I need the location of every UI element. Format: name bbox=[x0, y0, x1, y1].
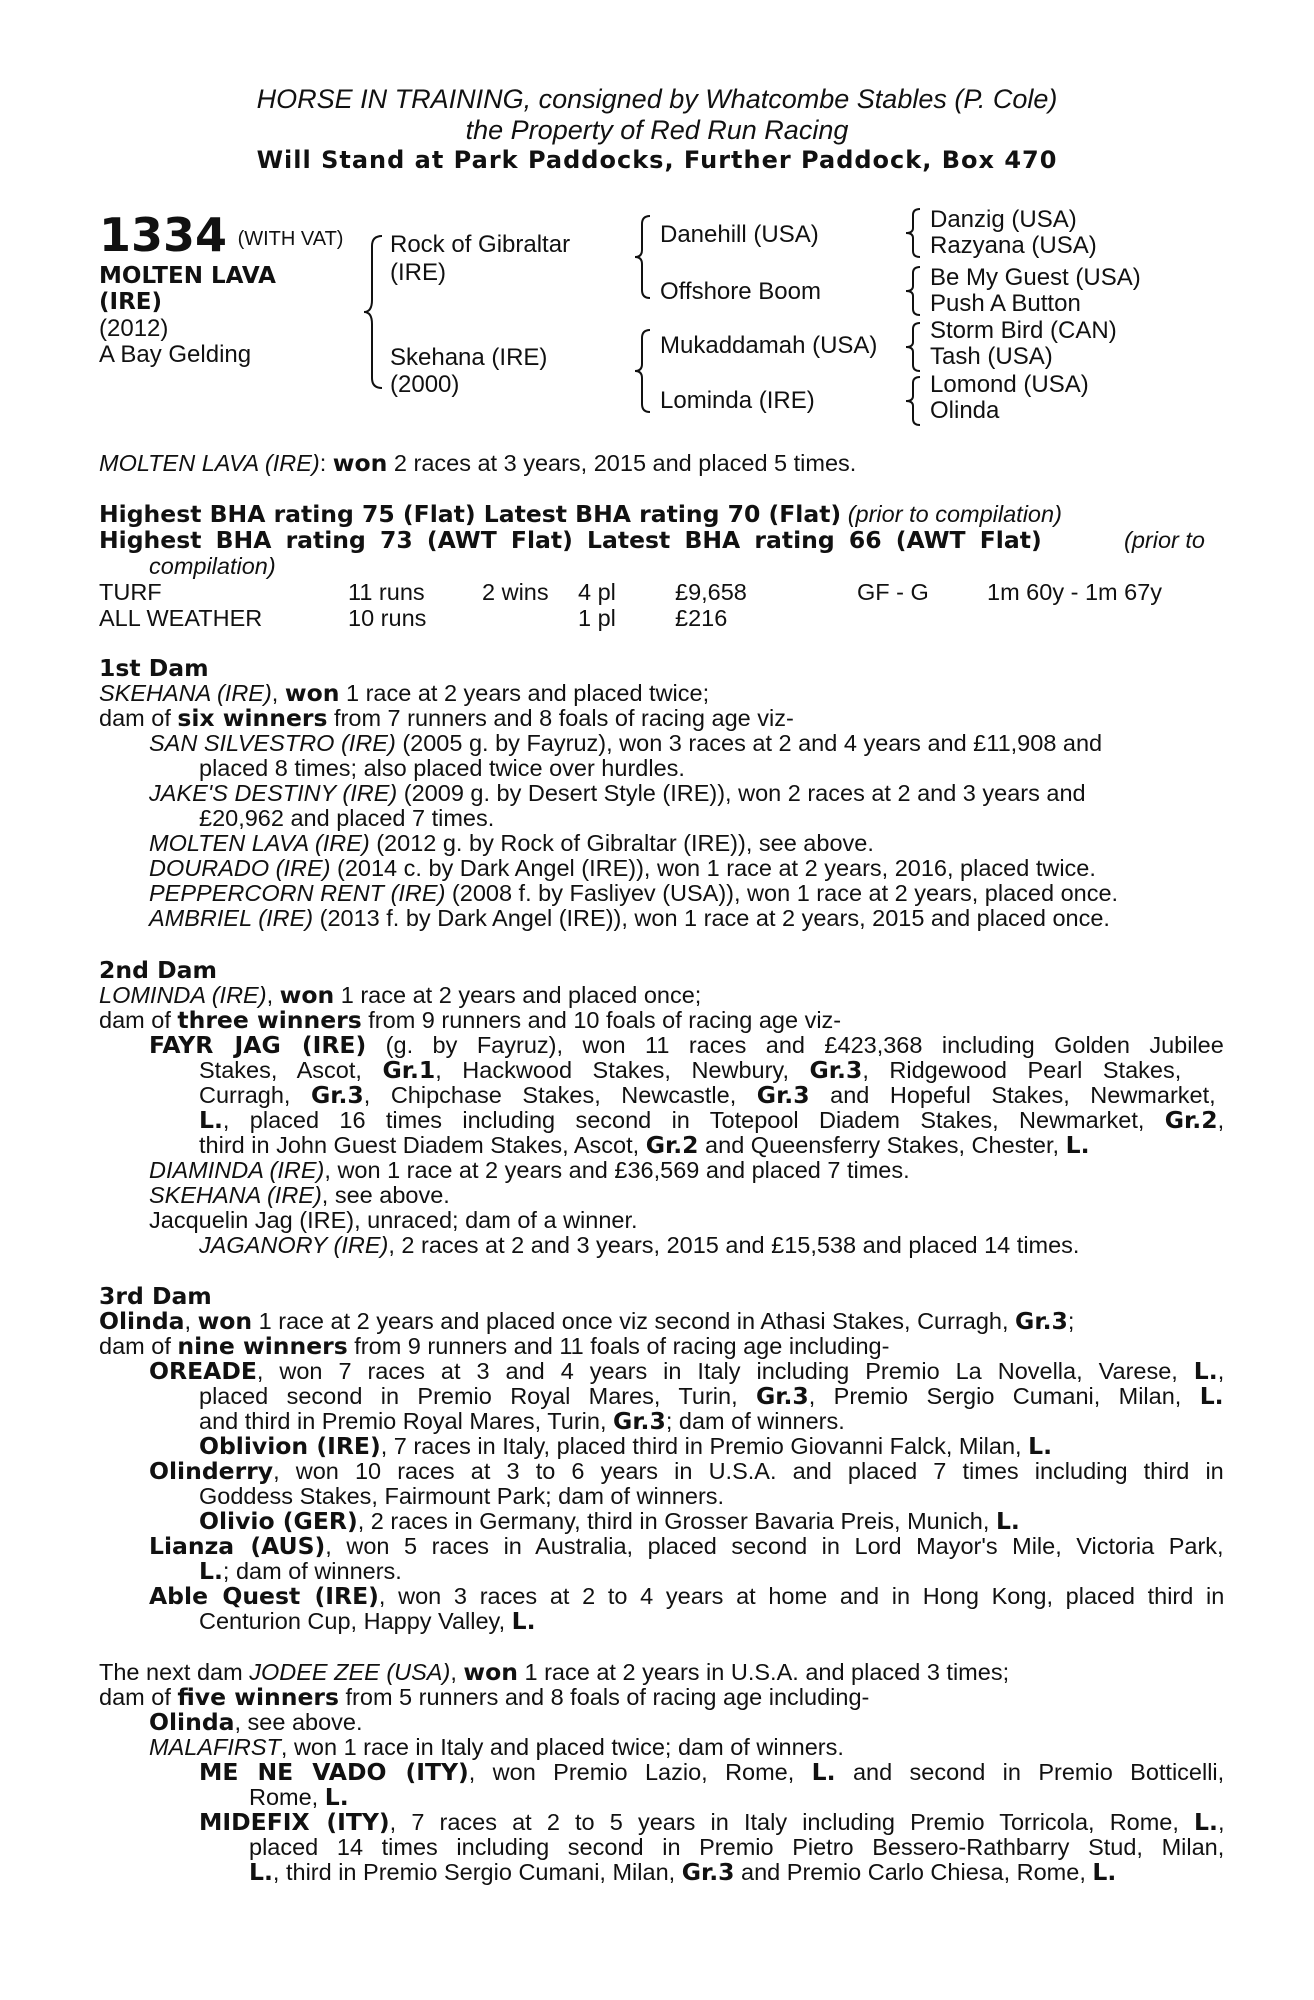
t: (2008 f. by Fasliyev (USA)), won 1 race at 2 years, placed once. bbox=[445, 880, 1119, 906]
t: third in John Guest Diadem Stakes, Ascot, bbox=[199, 1132, 646, 1158]
t: Oblivion (IRE) bbox=[199, 1432, 381, 1460]
lot-number: 1334 bbox=[99, 208, 228, 262]
skehana bbox=[149, 1183, 450, 1209]
t: (2012 g. by Rock of Gibraltar (IRE)), see above. bbox=[369, 830, 874, 856]
t: Rome, bbox=[249, 1784, 325, 1810]
dam-year: (2000) bbox=[390, 371, 460, 398]
dam3-heading: 3rd Dam bbox=[99, 1282, 212, 1310]
t: and Hopeful Stakes, Newmarket, bbox=[809, 1082, 1216, 1108]
t: L. bbox=[199, 1106, 223, 1134]
t: won bbox=[284, 679, 340, 707]
lianza-2 bbox=[199, 1559, 402, 1585]
t: Olinderry bbox=[149, 1457, 274, 1485]
t: (2005 g. by Fayruz), won 3 races at 2 and 4 years and £11,908 and bbox=[395, 730, 1103, 756]
t: and second in Premio Botticelli, bbox=[835, 1759, 1225, 1785]
nextdam-olinda bbox=[149, 1710, 363, 1736]
t: , placed 16 times including second in Totepool Diadem Stakes, Newmarket, bbox=[222, 1107, 1165, 1133]
t: five winners bbox=[177, 1683, 339, 1711]
t: , bbox=[1217, 1809, 1225, 1835]
turf-wins: 2 wins bbox=[482, 579, 549, 605]
t: (2014 c. by Dark Angel (IRE)), won 1 race at 2 years, 2016, placed twice. bbox=[330, 855, 1096, 881]
summary-won: won bbox=[332, 449, 388, 477]
aw-placed: 1 pl bbox=[578, 605, 616, 631]
turf-placed: 4 pl bbox=[578, 579, 616, 605]
summary-rest: 2 races at 3 years, 2015 and placed 5 times. bbox=[393, 450, 857, 476]
dam-name: Skehana (IRE) bbox=[390, 344, 548, 371]
t: Gr.1 bbox=[382, 1056, 436, 1084]
t: dam of bbox=[99, 705, 178, 731]
t: SAN SILVESTRO (IRE) bbox=[149, 730, 396, 756]
oreade-2 bbox=[199, 1384, 1224, 1410]
t: The next dam bbox=[99, 1659, 250, 1685]
t: from 9 runners and 10 foals of racing age viz- bbox=[361, 1007, 842, 1033]
t: dam of bbox=[99, 1333, 178, 1359]
fayr-jag-3 bbox=[199, 1083, 1216, 1109]
sire-dam: Offshore Boom bbox=[660, 278, 821, 305]
dam2-heading: 2nd Dam bbox=[99, 956, 217, 984]
aw-runs: 10 runs bbox=[348, 605, 427, 631]
able-quest-2 bbox=[199, 1609, 536, 1635]
midefix-1 bbox=[199, 1810, 1224, 1836]
foaling-year: (2012) bbox=[99, 315, 169, 342]
aw-label: ALL WEATHER bbox=[99, 605, 263, 631]
ddd: Olinda bbox=[930, 397, 1000, 424]
t: 1 race at 2 years and placed twice; bbox=[339, 680, 710, 706]
nextdam-line1 bbox=[99, 1660, 1009, 1686]
t: Gr.3 bbox=[681, 1858, 735, 1886]
summary-name: MOLTEN LAVA (IRE) bbox=[99, 450, 320, 476]
t: Olivio (GER) bbox=[199, 1507, 358, 1535]
t: , bbox=[1217, 1107, 1225, 1133]
t: AMBRIEL (IRE) bbox=[149, 905, 314, 931]
t: DIAMINDA (IRE) bbox=[149, 1157, 325, 1183]
turf-money: £9,658 bbox=[675, 579, 747, 605]
t: Gr.3 bbox=[756, 1081, 810, 1109]
t: L. bbox=[1194, 1808, 1218, 1836]
t: Gr.3 bbox=[310, 1081, 364, 1109]
t: ; dam of winners. bbox=[222, 1558, 402, 1584]
diaminda bbox=[149, 1158, 910, 1184]
fayr-jag-4 bbox=[199, 1108, 1224, 1134]
sds: Be My Guest (USA) bbox=[930, 264, 1141, 291]
olivio bbox=[199, 1509, 1020, 1535]
t: , won 5 races in Australia, placed second in Lord Mayor's Mile, Victoria Park, bbox=[325, 1533, 1224, 1559]
vat-label: (WITH VAT) bbox=[237, 228, 344, 250]
t: (g. by Fayruz), won 11 races and £423,368 including Golden Jubilee bbox=[366, 1032, 1224, 1058]
t: (2013 f. by Dark Angel (IRE)), won 1 race at 2 years, 2015 and placed once. bbox=[313, 905, 1110, 931]
t: , won 1 race at 2 years and £36,569 and placed 7 times. bbox=[324, 1157, 910, 1183]
pedigree-brace-3c bbox=[902, 320, 924, 374]
t: and Queensferry Stakes, Chester, bbox=[698, 1132, 1066, 1158]
dam-sire: Mukaddamah (USA) bbox=[660, 332, 878, 359]
property-line: the Property of Red Run Racing bbox=[465, 115, 849, 145]
rating-awt-note-text: compilation) bbox=[149, 553, 276, 579]
t: L. bbox=[324, 1783, 349, 1811]
t: , bbox=[271, 680, 285, 706]
rating-awt-note-a: (prior to bbox=[1124, 527, 1205, 553]
t: L. bbox=[811, 1758, 836, 1786]
t: , won Premio Lazio, Rome, bbox=[468, 1759, 812, 1785]
aw-money: £216 bbox=[675, 605, 728, 631]
t: DOURADO (IRE) bbox=[149, 855, 331, 881]
t: L. bbox=[1065, 1131, 1090, 1159]
dam1-offspring-2 bbox=[149, 781, 1086, 807]
dds: Lomond (USA) bbox=[930, 371, 1089, 398]
t: and Premio Carlo Chiesa, Rome, bbox=[734, 1859, 1093, 1885]
t: 1 race at 2 years and placed once; bbox=[334, 982, 702, 1008]
dam1-heading: 1st Dam bbox=[99, 654, 209, 682]
t: SKEHANA (IRE) bbox=[99, 680, 272, 706]
dam-dam: Lominda (IRE) bbox=[660, 387, 815, 414]
midefix-2 bbox=[249, 1835, 1224, 1861]
t: L. bbox=[249, 1858, 273, 1886]
dam1-line1 bbox=[99, 681, 709, 707]
t: , see above. bbox=[321, 1182, 450, 1208]
t: L. bbox=[511, 1607, 536, 1635]
fayr-jag-2 bbox=[199, 1058, 1181, 1084]
t: (2009 g. by Desert Style (IRE)), won 2 races at 2 and 3 years and bbox=[397, 780, 1086, 806]
t: , Premio Sergio Cumani, Milan, bbox=[808, 1383, 1200, 1409]
t: Able Quest (IRE) bbox=[149, 1582, 379, 1610]
t: Stakes, Ascot, bbox=[199, 1057, 383, 1083]
pedigree-brace-3d bbox=[902, 374, 924, 428]
turf-runs: 11 runs bbox=[348, 579, 425, 605]
t: ; dam of winners. bbox=[665, 1408, 845, 1434]
dam1-offspring-2b: £20,962 and placed 7 times. bbox=[199, 805, 495, 831]
sdd: Push A Button bbox=[930, 290, 1081, 317]
t: L. bbox=[1199, 1382, 1224, 1410]
t: placed 14 times including second in Premio Pietro Bessero-Rathbarry Stud, Milan, bbox=[249, 1834, 1225, 1860]
pedigree-brace-2a bbox=[630, 212, 656, 302]
dam1-offspring-4 bbox=[149, 856, 1096, 882]
dam3-line2 bbox=[99, 1334, 889, 1360]
nextdam-line2 bbox=[99, 1685, 869, 1711]
lianza-1 bbox=[149, 1534, 1224, 1560]
ssd: Razyana (USA) bbox=[930, 232, 1097, 259]
t: , bbox=[184, 1308, 198, 1334]
t: won bbox=[197, 1307, 253, 1335]
oreade-1 bbox=[149, 1359, 1224, 1385]
t: from 5 runners and 8 foals of racing age including- bbox=[338, 1684, 870, 1710]
t: FAYR JAG (IRE) bbox=[149, 1031, 367, 1059]
t: dam of bbox=[99, 1684, 178, 1710]
t: 1 race at 2 years and placed once viz second in Athasi Stakes, Curragh, bbox=[252, 1308, 1016, 1334]
jacquelin-jag: Jacquelin Jag (IRE), unraced; dam of a winner. bbox=[149, 1207, 638, 1233]
t: nine winners bbox=[177, 1332, 348, 1360]
rating-flat-bold: Highest BHA rating 75 (Flat) Latest BHA rating 70 (Flat) bbox=[99, 500, 842, 528]
t: L. bbox=[1092, 1858, 1117, 1886]
rating-awt-note-b bbox=[149, 554, 276, 580]
t: Curragh, bbox=[199, 1082, 311, 1108]
fayr-jag-5 bbox=[199, 1133, 1090, 1159]
t: Lianza (AUS) bbox=[149, 1532, 326, 1560]
t: Gr.3 bbox=[613, 1407, 666, 1435]
t: Olinda bbox=[99, 1307, 185, 1335]
t: Gr.2 bbox=[645, 1131, 699, 1159]
t: Gr.3 bbox=[809, 1056, 863, 1084]
rating-flat-note: (prior to compilation) bbox=[847, 501, 1062, 527]
pedigree-brace-2b bbox=[630, 326, 656, 416]
t: , see above. bbox=[234, 1709, 363, 1735]
dam2-line2 bbox=[99, 1008, 841, 1034]
t: MOLTEN LAVA (IRE) bbox=[149, 830, 370, 856]
t: OREADE bbox=[149, 1357, 257, 1385]
sire-country: (IRE) bbox=[390, 259, 446, 286]
t: ; bbox=[1067, 1308, 1075, 1334]
jaganory bbox=[199, 1233, 1079, 1259]
t: , won 1 race in Italy and placed twice; dam of winners. bbox=[280, 1734, 844, 1760]
t: Gr.3 bbox=[1015, 1307, 1068, 1335]
olinderry-1 bbox=[149, 1459, 1224, 1485]
t: dam of bbox=[99, 1007, 178, 1033]
t: Centurion Cup, Happy Valley, bbox=[199, 1608, 512, 1634]
dam1-offspring-3 bbox=[149, 831, 874, 857]
horse-description: A Bay Gelding bbox=[99, 341, 252, 368]
turf-label: TURF bbox=[99, 579, 162, 605]
location-line: Will Stand at Park Paddocks, Further Paddock, Box 470 bbox=[256, 146, 1058, 174]
t: from 7 runners and 8 foals of racing age viz- bbox=[327, 705, 794, 731]
t: , Chipchase Stakes, Newcastle, bbox=[363, 1082, 757, 1108]
t: L. bbox=[1193, 1357, 1218, 1385]
t: , 7 races at 2 to 5 years in Italy including Premio Torricola, Rome, bbox=[389, 1809, 1195, 1835]
oblivion bbox=[199, 1434, 1052, 1460]
t: won bbox=[463, 1658, 518, 1686]
race-summary: MOLTEN LAVA (IRE): won 2 races at 3 years, 2015 and placed 5 times. bbox=[99, 449, 857, 477]
turf-distance: 1m 60y - 1m 67y bbox=[987, 579, 1163, 605]
fayr-jag-1 bbox=[149, 1033, 1224, 1059]
dam1-offspring-6 bbox=[149, 906, 1110, 932]
dam1-line2 bbox=[99, 706, 794, 732]
t: JODEE ZEE (USA) bbox=[249, 1659, 451, 1685]
t: , bbox=[1217, 1358, 1225, 1384]
t: , Ridgewood Pearl Stakes, bbox=[862, 1057, 1182, 1083]
dsd: Tash (USA) bbox=[930, 343, 1053, 370]
rating-awt bbox=[99, 528, 1205, 554]
t: Olinda bbox=[149, 1708, 235, 1736]
sss: Danzig (USA) bbox=[930, 206, 1077, 233]
turf-going: GF - G bbox=[857, 579, 929, 605]
t: Gr.2 bbox=[1164, 1106, 1218, 1134]
lot-number-row bbox=[99, 210, 343, 260]
t: , won 7 races at 3 and 4 years in Italy including Premio La Novella, Varese, bbox=[256, 1358, 1194, 1384]
t: and third in Premio Royal Mares, Turin, bbox=[199, 1408, 614, 1434]
t: , bbox=[450, 1659, 464, 1685]
t: placed second in Premio Royal Mares, Turin, bbox=[199, 1383, 756, 1409]
t: , bbox=[266, 982, 280, 1008]
t: L. bbox=[995, 1507, 1020, 1535]
horse-country: (IRE) bbox=[99, 289, 163, 315]
midefix-3 bbox=[249, 1860, 1116, 1886]
t: Gr.3 bbox=[755, 1382, 809, 1410]
sire-name: Rock of Gibraltar bbox=[390, 231, 571, 258]
rating-awt-bold: Highest BHA rating 73 (AWT Flat) Latest BHA rating 66 (AWT Flat) bbox=[99, 526, 1042, 554]
t: JAKE'S DESTINY (IRE) bbox=[149, 780, 398, 806]
t: , Hackwood Stakes, Newbury, bbox=[435, 1057, 810, 1083]
t: from 9 runners and 11 foals of racing age including- bbox=[347, 1333, 890, 1359]
dam2-line1 bbox=[99, 983, 701, 1009]
sire-sire: Danehill (USA) bbox=[660, 221, 819, 248]
dam1-offspring-1 bbox=[149, 731, 1102, 757]
t: three winners bbox=[177, 1006, 362, 1034]
t: MALAFIRST bbox=[149, 1734, 281, 1760]
dam1-offspring-1b: placed 8 times; also placed twice over hurdles. bbox=[199, 755, 685, 781]
t: , 7 races in Italy, placed third in Premio Giovanni Falck, Milan, bbox=[380, 1433, 1029, 1459]
dss: Storm Bird (CAN) bbox=[930, 317, 1117, 344]
dam1-offspring-5 bbox=[149, 881, 1118, 907]
t: , 2 races in Germany, third in Grosser Bavaria Preis, Munich, bbox=[357, 1508, 996, 1534]
t: , won 3 races at 2 to 4 years at home and in Hong Kong, placed third in bbox=[378, 1583, 1225, 1609]
pedigree-brace-3b bbox=[902, 264, 924, 318]
t: PEPPERCORN RENT (IRE) bbox=[149, 880, 446, 906]
t: , 2 races at 2 and 3 years, 2015 and £15,538 and placed 14 times. bbox=[388, 1232, 1080, 1258]
olinderry-2: Goddess Stakes, Fairmount Park; dam of winners. bbox=[199, 1483, 725, 1509]
t: LOMINDA (IRE) bbox=[99, 982, 267, 1008]
malafirst bbox=[149, 1735, 844, 1761]
me-ne-vado-2 bbox=[249, 1785, 349, 1811]
horse-name: MOLTEN LAVA bbox=[99, 263, 276, 289]
rating-flat bbox=[99, 502, 1062, 528]
t: SKEHANA (IRE) bbox=[149, 1182, 322, 1208]
t: six winners bbox=[177, 704, 328, 732]
consignor-line: HORSE IN TRAINING, consigned by Whatcombe Stables (P. Cole) bbox=[256, 84, 1058, 114]
t: L. bbox=[199, 1557, 223, 1585]
t: L. bbox=[1028, 1432, 1053, 1460]
t: , third in Premio Sergio Cumani, Milan, bbox=[272, 1859, 682, 1885]
dam3-line1 bbox=[99, 1309, 1074, 1335]
t: 1 race at 2 years in U.S.A. and placed 3 times; bbox=[517, 1659, 1010, 1685]
me-ne-vado-1 bbox=[199, 1760, 1224, 1786]
t: JAGANORY (IRE) bbox=[199, 1232, 389, 1258]
able-quest-1 bbox=[149, 1584, 1224, 1610]
t: MIDEFIX (ITY) bbox=[199, 1808, 390, 1836]
pedigree-brace-3a bbox=[902, 206, 924, 260]
t: ME NE VADO (ITY) bbox=[199, 1758, 469, 1786]
oreade-3 bbox=[199, 1409, 845, 1435]
t: , won 10 races at 3 to 6 years in U.S.A. and placed 7 times including third in bbox=[273, 1458, 1224, 1484]
pedigree-brace-1 bbox=[360, 232, 390, 392]
t: won bbox=[279, 981, 335, 1009]
